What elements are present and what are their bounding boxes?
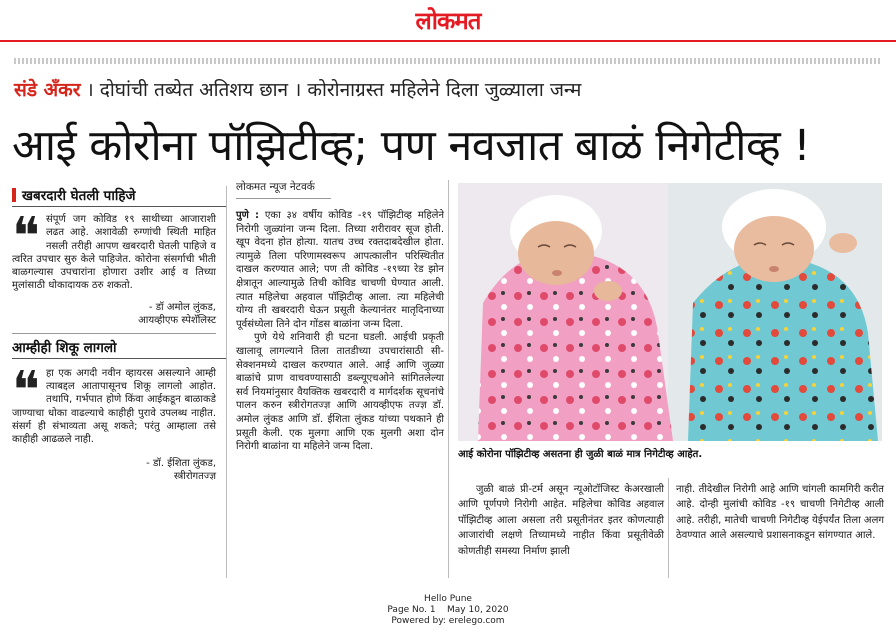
article-column-2 (458, 482, 664, 559)
column-divider (668, 478, 669, 578)
sidebar-box2-author-role: स्त्रीरोगतज्ज्ञ (173, 470, 216, 482)
quote-mark-icon: ❝ (12, 207, 40, 267)
article-paragraph-4: नाही. तीदेखील निरोगी आहे आणि चांगली कामगिरी करीत आहे. दोन्ही मुलांची कोविड -१९ चाचणी निगेटीव्ह आली आहे. तरीही, मातेची चाचणी निगेटीव्ह येईपर्यंत तिला अलग ठेवण्यात आले असल्याचे प्रशासनाकडून सांगण्यात आले. (676, 484, 884, 542)
photo-caption: आई कोरोना पॉझिटीव्ह असतना ही जुळी बाळं मात्र निगेटीव्ह आहेत. (458, 449, 703, 460)
footer-powered-by: Powered by: erelego.com (391, 616, 505, 626)
article-paragraph-2: पुणे येथे शनिवारी ही घटना घडली. आईची प्रकृती खालावू लागल्याने तिला तातडीच्या उपचारांसाठी सी-सेक्शनमध्ये दाखल करण्यात आले. आई आणि जुळ्या बाळांचे प्राण वाचवण्यासाठी डब्ल्यूएचओने सांगितलेल्या सर्व नियमांनुसार वैयक्तिक खबरदारी व मार्गदर्शक सूचनांचे पालन करुन स्त्रीरोगतज्ज्ञ आणि आयव्हीएफ तज्ज्ञ डॉ. अमोल लुंकड आणि डॉ. ईशिता लुंकड यांच्या पथकाने ही प्रसूती केली. एक मुलगा आणि एक मुलगी अशा दोन निरोगी बाळांना या महिलेने जन्म दिला. (236, 332, 444, 453)
sidebar-box1-author-role: आयव्हीएफ स्पेशॅलिस्ट (138, 314, 216, 326)
agency-credit: लोकमत न्यूज नेटवर्क (236, 180, 331, 199)
kicker-text-2: कोरोनाग्रस्त महिलेने दिला जुळ्याला जन्म (307, 79, 582, 101)
sidebar-box2-body: हा एक अगदी नवीन व्हायरस असल्याने आम्ही त्याबद्दल आतापासूनच शिकू लागलो आहोत. तथापि, गर्भपात होणे किंवा आईकडून बाळाकडे जाण्याचा धोका वाढल्याचे काहीही पुरावे उपलब्ध नाहीत. संसर्ग ही संभाव्यता असू शकते; परंतु आम्हाला तसे काहीही आढळले नाही. (12, 367, 216, 446)
dateline: पुणे : (236, 210, 260, 221)
sidebar-box1-body: संपूर्ण जग कोविड १९ साथीच्या आजाराशी लढत आहे. अशावेळी रुग्णांची स्थिती माहित नसली तरीही आपण खबरदारी घेतली पाहिजे व त्वरित उपचार सुरु केले पाहिजेत. कोरोना संसर्गाची भीती बाळगल्यास उपचारांना होणारा उशीर आई व तिच्या मुलांसाठी धोकादायक ठरु शकतो. (12, 214, 216, 292)
kicker-separator-2: । (288, 79, 308, 101)
masthead (0, 0, 896, 34)
article-column-3 (676, 482, 884, 544)
kicker-line (14, 76, 581, 102)
page-footer (0, 594, 896, 627)
masthead-rule (0, 40, 896, 42)
quote-mark-icon: ❝ (12, 360, 40, 421)
footer-edition: Hello Pune (424, 594, 472, 604)
sidebar-divider (12, 333, 216, 334)
twin-babies-photo (458, 183, 882, 441)
twin-babies-illustration (458, 183, 882, 441)
kicker-separator-1: । (80, 79, 100, 101)
kicker-label: संडे अँकर (14, 79, 81, 101)
article-paragraph-1-text: एका ३४ वर्षीय कोविड -१९ पॉझिटीव्ह महिलेने निरोगी जुळ्यांना जन्म दिला. तिच्या शरीरावर सूज होती. खूप वेदना होत होत्या. यातच उच्च रक्तदाबदेखील होता. त्यामुळे तिला परिणामस्वरूप आपत्कालीन परिस्थितीत दाखल करण्यात आले; पण ती कोविड -१९च्या रेड झोन क्षेत्रातून आल्यामुळे तिची कोविड चाचणी घेण्यात आली. त्यात महिलेचा अहवाल पॉझिटीव्ह आला. त्या महिलेची योग्य ती खबरदारी घेऊन प्रसूती केल्यानंतर मातृदिनाच्या पूर्वसंध्येला तिने दोन गोंडस बाळांना जन्म दिला. (236, 210, 444, 330)
article-paragraph-3: जुळी बाळं प्री-टर्म असून न्यूओटॉजिस्ट केअरखाली आणि पूर्णपणे निरोगी आहेत. महिलेचा कोविड अहवाल पॉझिटीव्ह आला असला तरी प्रसूतीनंतर इतर कोणत्याही आजारांची लक्षणे तिच्यामध्ये नाहीत किंवा प्रसूतीवेळी कोणतीही समस्या निर्माण झाली (458, 484, 664, 557)
sidebar-box1-author: - डॉ अमोल लुंकड, (148, 301, 216, 313)
sidebar (12, 186, 216, 483)
footer-page-date: Page No. 1 May 10, 2020 (387, 605, 509, 615)
column-divider (448, 180, 449, 578)
decorative-hatch-band (14, 58, 882, 64)
sidebar-box1-title: खबरदारी घेतली पाहिजे (22, 188, 136, 204)
headline: आई कोरोना पॉझिटीव्ह; पण नवजात बाळं निगेटीव्ह ! (12, 121, 811, 171)
sidebar-box2-author: - डॉ. ईशिता लुंकड, (146, 457, 216, 469)
article-column-1 (236, 180, 444, 454)
sidebar-box2-title: आम्हीही शिकू लागलो (12, 339, 117, 356)
newspaper-logo: लोकमत (415, 7, 481, 35)
kicker-text-1: दोघांची तब्येत अतिशय छान (99, 79, 289, 101)
article-paragraph-1 (236, 209, 444, 331)
column-divider (226, 186, 227, 578)
